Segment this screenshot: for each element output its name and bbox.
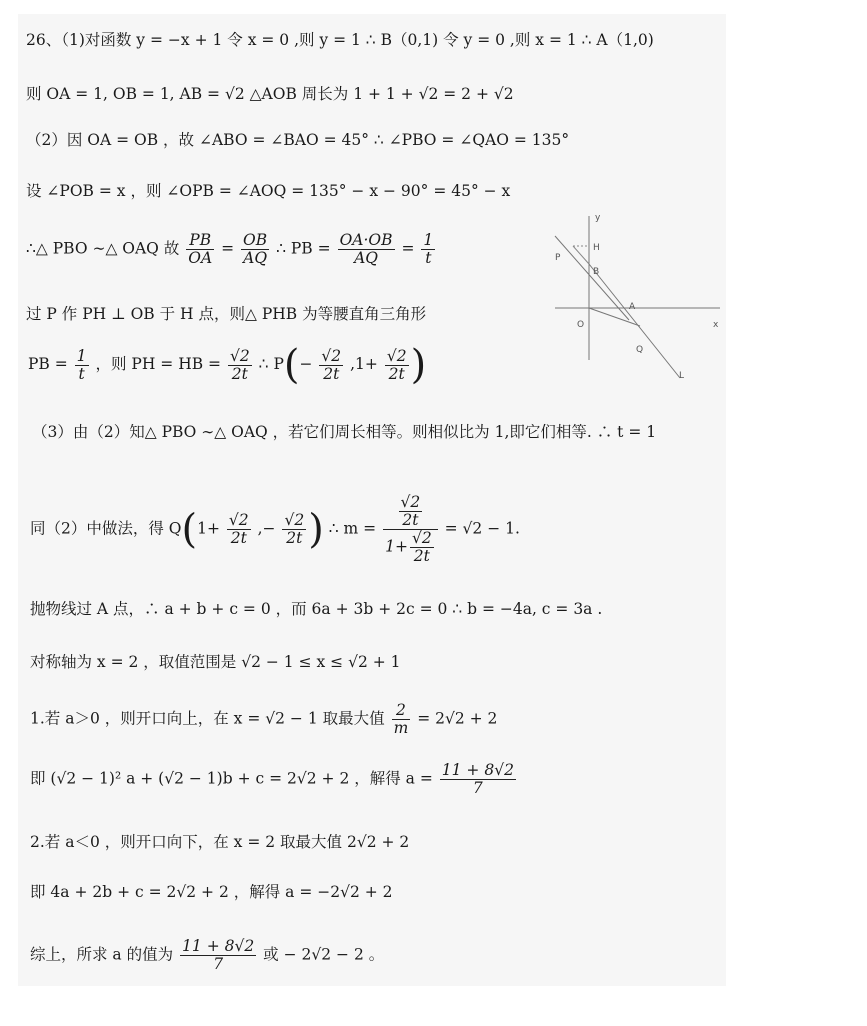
fraction-root2-over-2t: $\frac{√2}{2t}$ bbox=[229, 346, 250, 383]
line-part1-intercepts: 26、（1)对函数 y = −x + 1 令 x = 0 ,则 y = 1 ∴ B（0,1) 令 y = 0 ,则 x = 1 ∴ A（1,0) bbox=[26, 31, 654, 49]
line-case-2-solve: 即 4a + 2b + c = 2√2 + 2 ，解得 a = −2√2 + 2 bbox=[30, 883, 393, 901]
fraction-one-over-t: $\frac{1}{t}$ bbox=[423, 231, 434, 267]
fraction-one-over-t-2: $\frac{1}{t}$ bbox=[76, 346, 87, 383]
label-l: L bbox=[679, 371, 685, 381]
label-q: Q bbox=[636, 345, 644, 355]
fraction-a-value-final: $\frac{11 + 8√2}{7}$ bbox=[182, 937, 255, 973]
label-y: y bbox=[595, 213, 601, 223]
fraction-q-x: $\frac{√2}{2t}$ bbox=[228, 511, 249, 547]
line-part2-angles: （2）因 OA = OB ，故 ∠ABO = ∠BAO = 45° ∴ ∠PBO = ∠QAO = 135° bbox=[26, 131, 570, 149]
line-l bbox=[589, 264, 680, 378]
line-perimeter: 则 OA = 1, OB = 1, AB = √2 △AOB 周长为 1 + 1 + √2 = 2 + √2 bbox=[26, 85, 514, 103]
geometry-figure bbox=[545, 210, 725, 385]
line-angle-setup: 设 ∠POB = x ，则 ∠OPB = ∠AOQ = 135° − x − 90° = 45° − x bbox=[26, 182, 511, 200]
line-axis-range: 对称轴为 x = 2 ，取值范围是 √2 − 1 ≤ x ≤ √2 + 1 bbox=[30, 653, 401, 671]
label-h: H bbox=[593, 243, 600, 253]
label-o: O bbox=[577, 320, 585, 330]
label-b: B bbox=[593, 267, 600, 277]
line-part3: （3）由（2）知△ PBO ∼△ OAQ ，若它们周长相等。则相似比为 1,即它们相等. ∴ t = 1 bbox=[32, 423, 657, 441]
line-parabola: 抛物线过 A 点，∴ a + b + c = 0 ，而 6a + 3b + 2c = 0 ∴ b = −4a, c = 3a . bbox=[30, 600, 603, 618]
fraction-2-over-m: $\frac{2}{m}$ bbox=[393, 701, 409, 737]
fraction-p-y: $\frac{√2}{2t}$ bbox=[386, 346, 407, 383]
fraction-oaob-aq: $\frac{OA\cdot OB}{AQ}$ bbox=[339, 231, 393, 267]
line-similarity: ∴△ PBO ∼△ OAQ 故 $\frac{PB}{OA}$ = $\frac{OB}{AQ}$ ∴ PB = $\frac{OA\cdot OB}{AQ}$ = $\frac{1}{t}$ bbox=[26, 231, 434, 267]
ray-through-o bbox=[555, 236, 629, 320]
line-perpendicular: 过 P 作 PH ⊥ OB 于 H 点，则△ PHB 为等腰直角三角形 bbox=[26, 305, 427, 323]
pb-segment bbox=[573, 246, 589, 264]
line-case-1: 1.若 a＞0 ，则开口向上，在 x = √2 − 1 取最大值 $\frac{2}{m}$ = 2√2 + 2 bbox=[30, 701, 498, 737]
fraction-q-y: $\frac{√2}{2t}$ bbox=[284, 511, 305, 547]
line-point-p: PB = $\frac{1}{t}$ ，则 PH = HB = $\frac{√2}{2t}$ ∴ P(− $\frac{√2}{2t}$ ,1+ $\frac{√2}{2t}$ ) bbox=[28, 342, 427, 388]
label-p: P bbox=[555, 253, 561, 263]
fraction-m-complex: $\frac{√2}{2t}$ 1+ $\frac{√2}{2t}$ bbox=[383, 494, 438, 565]
fraction-p-x: $\frac{√2}{2t}$ bbox=[321, 346, 342, 383]
fraction-ob-aq: $\frac{OB}{AQ}$ bbox=[243, 231, 268, 267]
line-point-q: 同（2）中做法，得 Q(1+ $\frac{√2}{2t}$ ,− $\frac{√2}{2t}$ ) ∴ m = $\frac{√2}{2t}$ 1+ $\frac{√2}{2t}$ = √2 − 1. bbox=[30, 493, 520, 565]
line-conclusion: 综上，所求 a 的值为 $\frac{11 + 8√2}{7}$ 或 − 2√2 − 2 。 bbox=[30, 937, 385, 973]
fraction-a-value-1: $\frac{11 + 8√2}{7}$ bbox=[441, 761, 514, 797]
line-case-2: 2.若 a＜0 ，则开口向下，在 x = 2 取最大值 2√2 + 2 bbox=[30, 833, 410, 851]
solution-sheet bbox=[18, 14, 726, 986]
label-a: A bbox=[629, 302, 636, 312]
line-case-1-solve: 即 (√2 − 1)² a + (√2 − 1)b + c = 2√2 + 2 ，解得 a = $\frac{11 + 8√2}{7}$ bbox=[30, 761, 514, 797]
fraction-pb-oa: $\frac{PB}{OA}$ bbox=[188, 231, 213, 267]
label-x: x bbox=[713, 320, 719, 330]
